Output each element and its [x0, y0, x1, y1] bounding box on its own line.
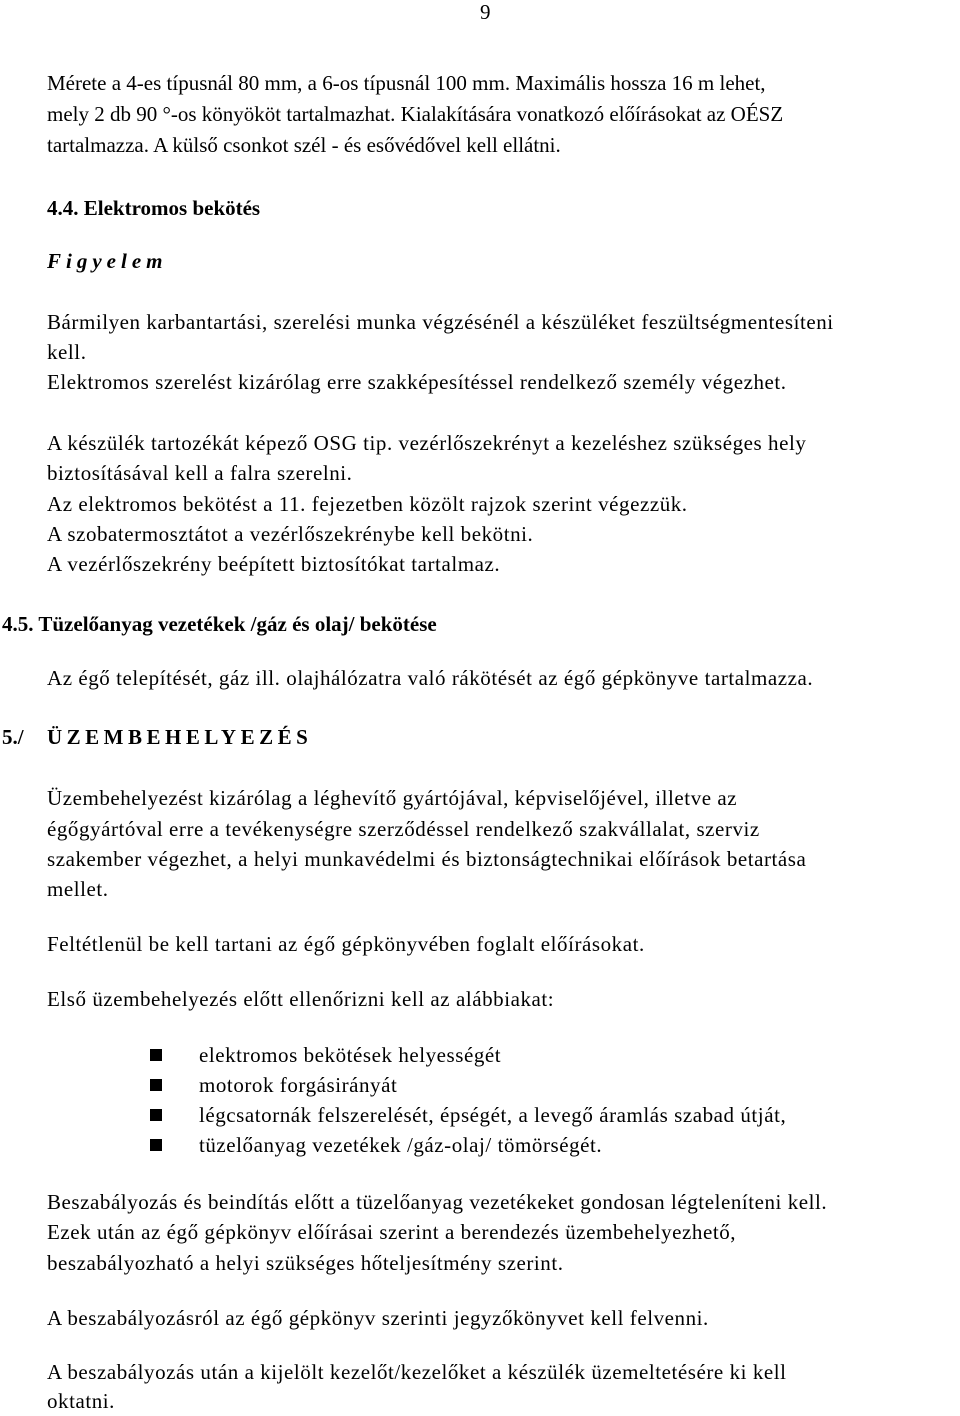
section-4-4-line-3: Elektromos szerelést kizárólag erre szakképesítéssel rendelkező személy végezhet.	[47, 370, 787, 394]
square-bullet-icon	[150, 1079, 162, 1091]
section-4-4-line-4: A készülék tartozékát képező OSG tip. vezérlőszekrényt a kezeléshez szükséges hely	[47, 431, 807, 455]
intro-line-1: Mérete a 4-es típusnál 80 mm, a 6-os típusnál 100 mm. Maximális hossza 16 m lehet,	[47, 71, 766, 95]
section-4-5-line: Az égő telepítését, gáz ill. olajhálózatra való rákötését az égő gépkönyve tartalmazza.	[47, 666, 814, 690]
section-5-para4-line-3: beszabályozható a helyi szükséges hőteljesítmény szerint.	[47, 1251, 564, 1275]
section-5-para2: Feltétlenül be kell tartani az égő gépkönyvében foglalt előírásokat.	[47, 932, 645, 956]
section-4-5-heading: 4.5. Tüzelőanyag vezetékek /gáz és olaj/ bekötése	[2, 612, 437, 636]
intro-line-2: mely 2 db 90 °-os könyököt tartalmazhat. Kialakítására vonatkozó előírásokat az OÉSZ	[47, 102, 784, 126]
section-5-para1-line-3: szakember végezhet, a helyi munkavédelmi és biztonságtechnikai előírások betartása	[47, 847, 807, 871]
section-5-heading: ÜZEMBEHELYEZÉS	[47, 725, 313, 749]
section-5-para6-line-1: A beszabályozás után a kijelölt kezelőt/kezelőket a készülék üzemeltetésére ki kell	[47, 1360, 787, 1384]
section-4-4-line-2: kell.	[47, 340, 87, 364]
square-bullet-icon	[150, 1049, 162, 1061]
section-5-para1-line-2: égőgyártóval erre a tevékenységre szerződéssel rendelkező szakvállalat, szerviz	[47, 817, 760, 841]
square-bullet-icon	[150, 1109, 162, 1121]
section-5-para1-line-4: mellet.	[47, 877, 109, 901]
section-5-para4-line-1: Beszabályozás és beindítás előtt a tüzelőanyag vezetékeket gondosan légteleníteni kell.	[47, 1190, 828, 1214]
bullet-text: tüzelőanyag vezetékek /gáz-olaj/ tömörségét.	[199, 1133, 603, 1157]
section-5-para4-line-2: Ezek után az égő gépkönyv előírásai szerint a berendezés üzembehelyezhető,	[47, 1220, 737, 1244]
section-5-para3: Első üzembehelyezés előtt ellenőrizni kell az alábbiakat:	[47, 987, 555, 1011]
page-number: 9	[480, 0, 491, 24]
bullet-text: motorok forgásirányát	[199, 1073, 398, 1097]
section-4-4-line-7: A szobatermosztátot a vezérlőszekrénybe kell bekötni.	[47, 522, 534, 546]
section-5-para1-line-1: Üzembehelyezést kizárólag a léghevítő gyártójával, képviselőjével, illetve az	[47, 786, 738, 810]
warning-label: Figyelem	[47, 249, 168, 273]
section-5-number: 5./	[2, 725, 24, 749]
section-4-4-line-6: Az elektromos bekötést a 11. fejezetben közölt rajzok szerint végezzük.	[47, 492, 688, 516]
section-4-4-line-1: Bármilyen karbantartási, szerelési munka végzésénél a készüléket feszültségmentesíteni	[47, 310, 834, 334]
bullet-text: elektromos bekötések helyességét	[199, 1043, 502, 1067]
intro-line-3: tartalmazza. A külső csonkot szél - és esővédővel kell ellátni.	[47, 133, 561, 157]
section-4-4-heading: 4.4. Elektromos bekötés	[47, 196, 261, 220]
section-4-4-line-8: A vezérlőszekrény beépített biztosítókat tartalmaz.	[47, 552, 501, 576]
section-5-para5: A beszabályozásról az égő gépkönyv szerinti jegyzőkönyvet kell felvenni.	[47, 1306, 709, 1330]
square-bullet-icon	[150, 1139, 162, 1151]
section-4-4-line-5: biztosításával kell a falra szerelni.	[47, 461, 353, 485]
bullet-text: légcsatornák felszerelését, épségét, a levegő áramlás szabad útját,	[199, 1103, 787, 1127]
section-5-para6-line-2: oktatni.	[47, 1389, 115, 1413]
